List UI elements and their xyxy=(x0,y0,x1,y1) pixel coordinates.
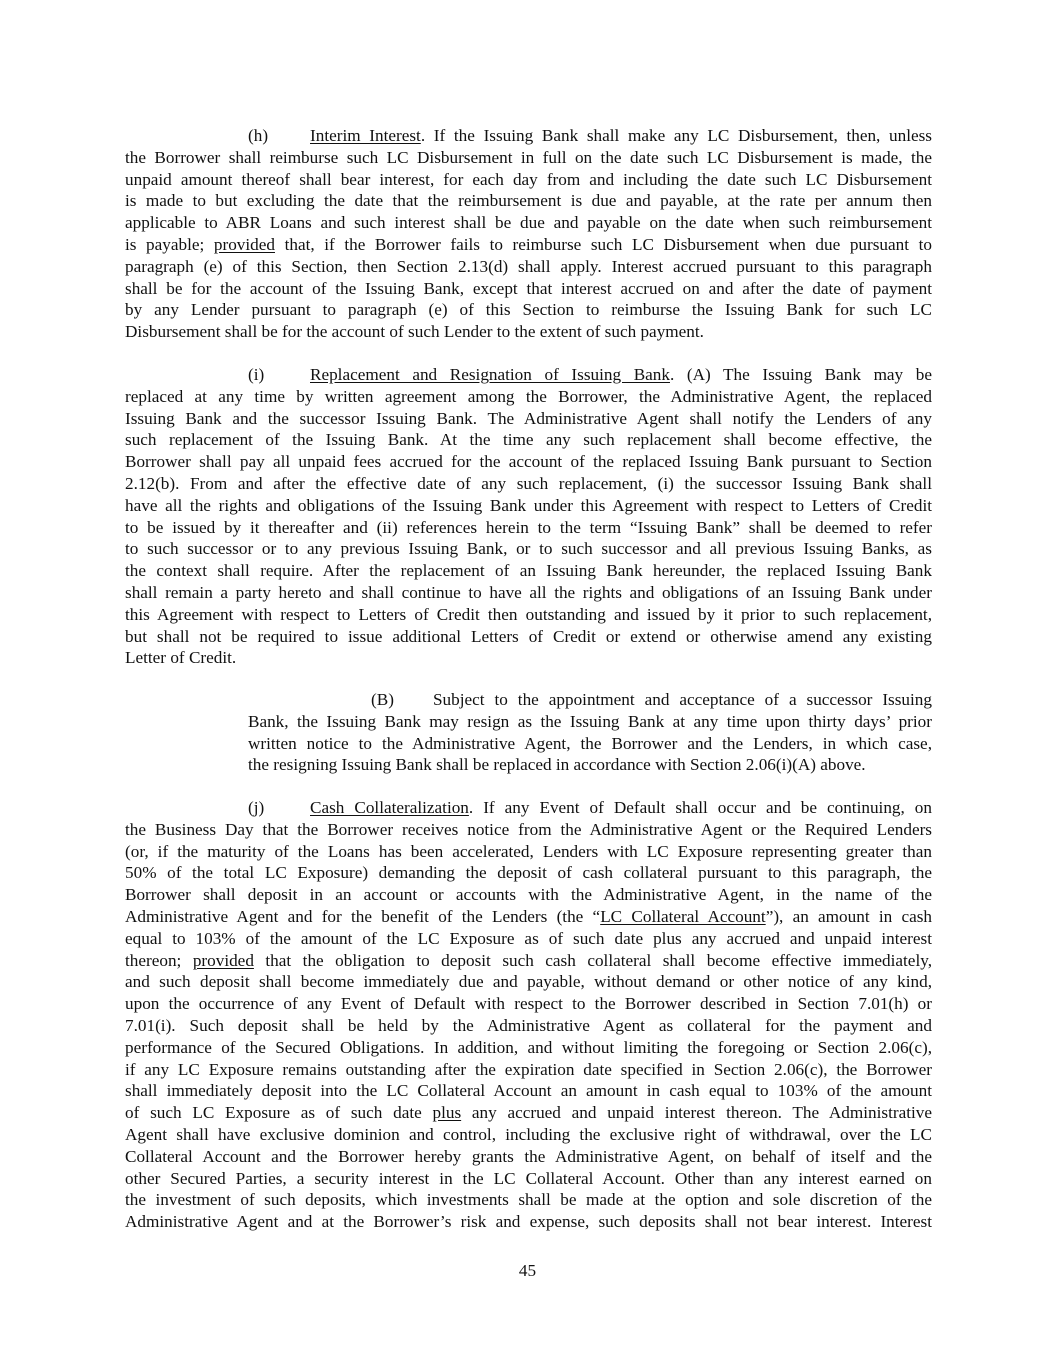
paragraph-j-line: performance of the Secured Obligations. In addition, and without limiting the foregoing or Section 2.06(c), xyxy=(125,1037,932,1057)
paragraph-j-line: other Secured Parties, a security interest in the LC Collateral Account. Other than any interest earned on xyxy=(125,1168,932,1188)
paragraph-h-line: is payable; provided that, if the Borrower fails to reimburse such LC Disbursement when due pursuant to xyxy=(125,234,932,254)
paragraph-i-line: to be issued by it thereafter and (ii) references herein to the term “Issuing Bank” shall be deemed to refer xyxy=(125,517,932,537)
paragraph-h-line: is made to but excluding the date that the reimbursement is due and payable, at the rate per annum then xyxy=(125,191,932,211)
paragraph-i-line: such replacement of the Issuing Bank. At the time any such replacement shall become effective, the xyxy=(125,430,932,450)
paragraph-j-line: the investment of such deposits, which investments shall be made at the option and sole discretion of the xyxy=(125,1190,932,1210)
paragraph-i-line: this Agreement with respect to Letters of Credit then outstanding and issued by it prior to such replacement, xyxy=(125,604,932,624)
paragraph-i-line: Letter of Credit. xyxy=(125,648,237,668)
paragraph-j-line: equal to 103% of the amount of the LC Exposure as of such date plus any accrued and unpaid interest xyxy=(125,928,932,948)
paragraph-i-line: shall remain a party hereto and shall continue to have all the rights and obligations of an Issuing Bank under xyxy=(125,582,932,602)
paragraph-i xyxy=(125,364,932,669)
paragraph-i-line: replaced at any time by written agreement among the Borrower, the Administrative Agent, the replaced xyxy=(125,386,932,406)
paragraph-j-line: shall immediately deposit into the LC Collateral Account an amount in cash equal to 103% of the amount xyxy=(125,1081,932,1101)
paragraph-j-line: Collateral Account and the Borrower hereby grants the Administrative Agent, on behalf of itself and the xyxy=(125,1146,932,1166)
paragraph-i-line: Borrower shall pay all unpaid fees accrued for the account of the replaced Issuing Bank pursuant to Section xyxy=(125,452,932,472)
paragraph-label: (h) xyxy=(248,126,269,145)
paragraph-j-line: thereon; provided that the obligation to deposit such cash collateral shall become effective immediately, xyxy=(125,950,932,970)
paragraph-i-b-line: Bank, the Issuing Bank may resign as the Issuing Bank at any time upon thirty days’ prior xyxy=(248,711,932,731)
paragraph-i-b-line: (B) Subject to the appointment and acceptance of a successor Issuing xyxy=(371,690,932,709)
section-heading: Cash Collateralization xyxy=(310,798,469,817)
paragraph-i-b-line: written notice to the Administrative Agent, the Borrower and the Lenders, in which case, xyxy=(248,733,932,753)
paragraph-j-line: upon the occurrence of any Event of Default with respect to the Borrower described in Section 7.01(h) or xyxy=(125,994,932,1014)
paragraph-i-b xyxy=(248,689,932,776)
paragraph-h-line: paragraph (e) of this Section, then Section 2.13(d) shall apply. Interest accrued pursuant to this paragraph xyxy=(125,256,932,276)
paragraph-h-line: unpaid amount thereof shall bear interest, for each day from and including the date such LC Disbursement xyxy=(125,169,932,189)
paragraph-i-line: the context shall require. After the replacement of an Issuing Bank hereunder, the replaced Issuing Bank xyxy=(125,561,932,581)
paragraph-j xyxy=(125,797,932,1233)
paragraph-h-line: applicable to ABR Loans and such interest shall be due and payable on the date when such reimbursement xyxy=(125,213,932,233)
paragraph-j-line: of such LC Exposure as of such date plus any accrued and unpaid interest thereon. The Administrative xyxy=(125,1103,932,1123)
paragraph-i-b-line: the resigning Issuing Bank shall be replaced in accordance with Section 2.06(i)(A) above. xyxy=(248,755,866,775)
paragraph-j-line: the Business Day that the Borrower receives notice from the Administrative Agent or the Required Lenders xyxy=(125,819,932,839)
paragraph-h-line: the Borrower shall reimburse such LC Disbursement in full on the date such LC Disbursement is made, the xyxy=(125,147,932,167)
paragraph-h xyxy=(125,125,932,343)
paragraph-h-line: by any Lender pursuant to paragraph (e) of this Section to reimburse the Issuing Bank for such LC xyxy=(125,300,932,320)
paragraph-j-line: 50% of the total LC Exposure) demanding the deposit of cash collateral pursuant to this paragraph, the xyxy=(125,863,932,883)
paragraph-label: (i) xyxy=(248,365,265,384)
paragraph-h-line: (h) Interim Interest. If the Issuing Bank shall make any LC Disbursement, then, unless xyxy=(248,126,932,145)
page-number: 45 xyxy=(518,1261,537,1280)
paragraph-label: (B) xyxy=(371,690,394,709)
defined-term: provided xyxy=(192,950,254,970)
paragraph-i-line: Issuing Bank and the successor Issuing Bank. The Administrative Agent shall notify the Lenders of any xyxy=(125,408,932,428)
paragraph-i-line: have all the rights and obligations of the Issuing Bank under this Agreement with respect to Letters of Credit xyxy=(125,495,932,515)
section-heading: Interim Interest xyxy=(310,126,421,145)
paragraph-j-line: (j) Cash Collateralization. If any Event of Default shall occur and be continuing, on xyxy=(248,798,932,817)
paragraph-i-line: to such successor or to any previous Issuing Bank, or to such successor and all previous Issuing Banks, as xyxy=(125,539,932,559)
paragraph-i-line: 2.12(b). From and after the effective date of any such replacement, (i) the successor Issuing Bank shall xyxy=(125,473,932,493)
paragraph-label: (j) xyxy=(248,798,265,817)
paragraph-j-line: 7.01(i). Such deposit shall be held by the Administrative Agent as collateral for the payment and xyxy=(125,1015,932,1035)
paragraph-i-line: (i) Replacement and Resignation of Issuing Bank. (A) The Issuing Bank may be xyxy=(248,365,932,384)
paragraph-j-line: if any LC Exposure remains outstanding after the expiration date specified in Section 2.06(c), the Borrower xyxy=(125,1059,932,1079)
paragraph-i-line: but shall not be required to issue additional Letters of Credit or extend or otherwise amend any existing xyxy=(125,626,932,646)
paragraph-j-line: (or, if the maturity of the Loans has been accelerated, Lenders with LC Exposure representing greater than xyxy=(125,841,932,861)
section-heading: Replacement and Resignation of Issuing Bank xyxy=(310,365,670,384)
paragraph-h-line: shall be for the account of the Issuing Bank, except that interest accrued on and after the date of payment xyxy=(125,278,932,298)
paragraph-j-line: Borrower shall deposit in an account or accounts with the Administrative Agent, in the name of the xyxy=(125,885,932,905)
paragraph-h-line: Disbursement shall be for the account of such Lender to the extent of such payment. xyxy=(125,322,704,342)
defined-term: provided xyxy=(213,234,275,254)
defined-term: LC Collateral Account xyxy=(600,906,766,926)
paragraph-j-line: and such deposit shall become immediately due and payable, without demand or other notice of any kind, xyxy=(125,972,932,992)
paragraph-j-line: Administrative Agent and for the benefit of the Lenders (the “LC Collateral Account”), an amount in cash xyxy=(125,906,932,926)
paragraph-j-line: Administrative Agent and at the Borrower’s risk and expense, such deposits shall not bear interest. Interest xyxy=(125,1212,932,1232)
paragraph-j-line: Agent shall have exclusive dominion and control, including the exclusive right of withdrawal, over the LC xyxy=(125,1124,932,1144)
defined-term: plus xyxy=(432,1103,462,1123)
